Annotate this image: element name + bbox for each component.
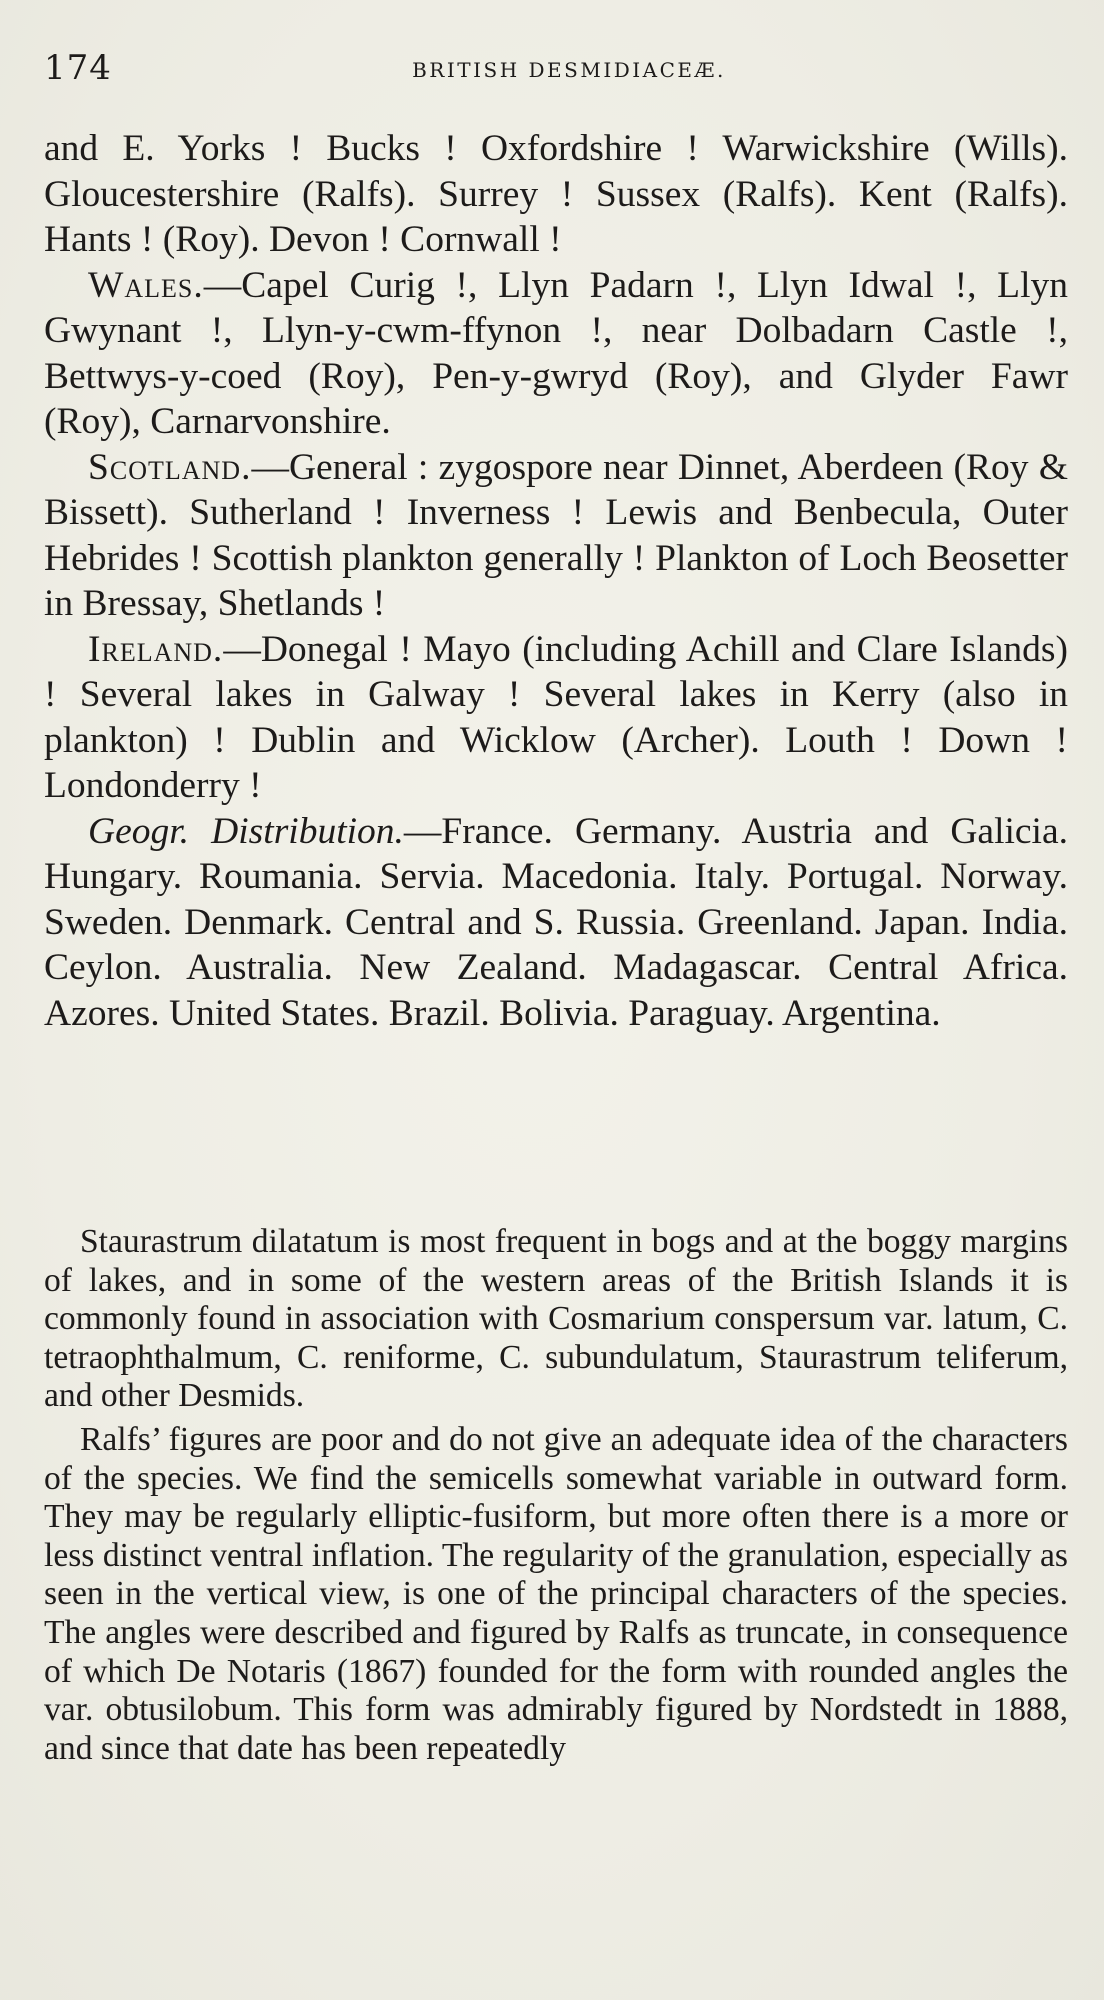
england-records: and E. Yorks ! Bucks ! Oxfordshire ! Warwickshire (Wills). Gloucestershire (Ralfs). Surrey ! Sussex (Ralfs). Kent (Ralfs). Hants ! (Roy). Devon ! Cornwall !	[44, 128, 1068, 260]
scotland-records	[44, 445, 1068, 627]
distribution-section	[44, 126, 1068, 1036]
ireland-label: Ireland.	[88, 628, 224, 670]
wales-label: Wales.	[88, 264, 204, 306]
wales-text: —Capel Curig !, Llyn Padarn !, Llyn Idwal !, Llyn Gwynant !, Llyn-y-cwm-ffynon !, near Dolbadarn Castle !, Bettwys-y-coed (Roy), Pen-y-gwryd (Roy), and Glyder Fawr (Roy), Carnarvonshire.	[44, 264, 1068, 442]
notes-section	[44, 1223, 1068, 1768]
geogr-label: Geogr. Distribution.	[88, 810, 404, 852]
scotland-label: Scotland.	[88, 446, 252, 488]
ralfs-figures-note: Ralfs’ figures are poor and do not give an adequate idea of the characters of the species. We find the semicells somewhat variable in outward form. They may be regularly elliptic-fusiform, but more often there is a more or less distinct ventral inflation. The regularity of the granulation, especially as seen in the vertical view, is one of the principal characters of the species. The angles were described and figured by Ralfs as truncate, in consequence of which De Notaris (1867) founded for the form with rounded angles the var. obtusilobum. This form was admirably figured by Nordstedt in 1888, and since that date has been repeatedly	[44, 1420, 1068, 1767]
scotland-text: —General : zygospore near Dinnet, Aberdeen (Roy & Bissett). Sutherland ! Inverness ! Lewis and Benbecula, Outer Hebrides ! Scottish plankton generally ! Plankton of Loch Beosetter in Bressay, Shetlands !	[44, 446, 1068, 624]
habitat-note: Staurastrum dilatatum is most frequent in bogs and at the boggy margins of lakes, and in some of the western areas of the British Islands it is commonly found in association with Cosmarium conspersum var. latum, C. tetraophthalmum, C. reniforme, C. subundulatum, Staurastrum teliferum, and other Desmids.	[44, 1223, 1068, 1415]
geographic-distribution	[44, 809, 1068, 1037]
ireland-text: —Donegal ! Mayo (including Achill and Clare Islands) ! Several lakes in Galway ! Several lakes in Kerry (also in plankton) ! Dublin and Wicklow (Archer). Louth ! Down ! Londonderry !	[44, 628, 1068, 806]
geogr-text: —France. Germany. Austria and Galicia. Hungary. Roumania. Servia. Macedonia. Italy. Portugal. Norway. Sweden. Denmark. Central and S. Russia. Greenland. Japan. India. Ceylon. Australia. New Zealand. Madagascar. Central Africa. Azores. United States. Brazil. Bolivia. Paraguay. Argentina.	[44, 810, 1068, 1034]
running-title: BRITISH DESMIDIACEÆ.	[412, 58, 726, 82]
page-number: 174	[44, 48, 112, 88]
wales-records	[44, 263, 1068, 445]
page-header	[44, 48, 1064, 98]
ireland-records	[44, 627, 1068, 809]
